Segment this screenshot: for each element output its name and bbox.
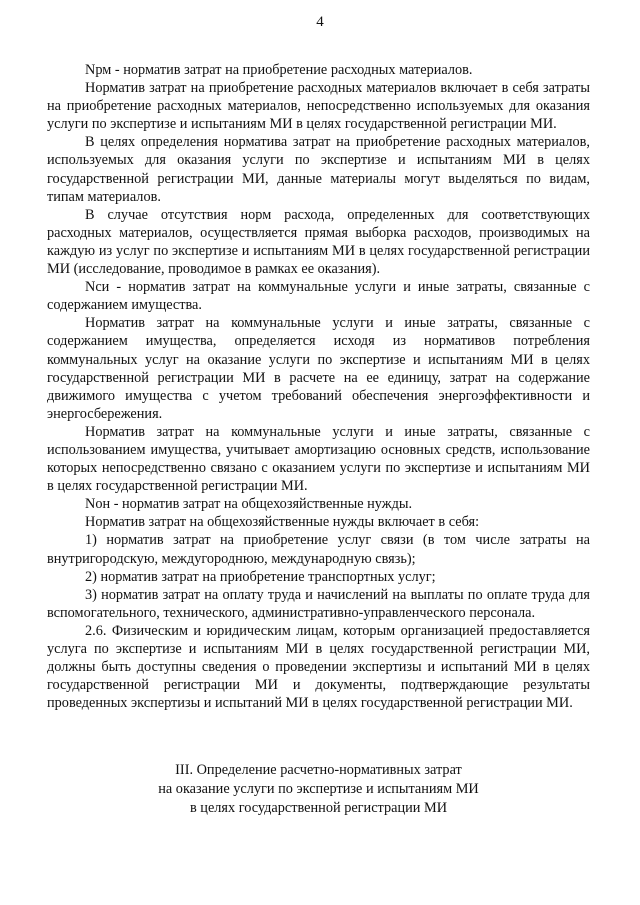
paragraph-materials-norm: Норматив затрат на приобретение расходных материалов включает в себя затраты на приобретение расходных материалов, непосредственно используемых для оказания услуги по экспертизе и испытаниям МИ в целях государственной регистрации МИ. — [47, 80, 590, 133]
section-heading-line-1: III. Определение расчетно-нормативных затрат — [175, 762, 462, 778]
paragraph-materials-types: В целях определения норматива затрат на приобретение расходных материалов, используемых для оказания услуги по экспертизе и испытаниям МИ в целях государственной регистрации МИ, данные материалы могут выделяться по видам, типам материалов. — [47, 134, 590, 205]
page-number: 4 — [316, 14, 324, 30]
section-heading — [47, 761, 590, 818]
section-heading-line-3: в целях государственной регистрации МИ — [189, 800, 448, 816]
paragraph-depreciation: Норматив затрат на коммунальные услуги и иные затраты, связанные с использованием имущества, учитывает амортизацию основных средств, использование которых непосредственно связано с оказанием услуги по экспертизе и испытаниям МИ в целях государственной регистрации МИ. — [47, 423, 590, 495]
list-item-2: 2) норматив затрат на приобретение транспортных услуг; — [85, 568, 436, 585]
document-body — [47, 61, 590, 712]
paragraph-npm-definition: Nрм - норматив затрат на приобретение расходных материалов. — [85, 62, 473, 78]
paragraph-2-6: 2.6. Физическим и юридическим лицам, которым организацией предоставляется услуга по экспертизе и испытаниям МИ в целях государственной регистрации МИ, должны быть доступны сведения о проведении экспертизы и испытаний МИ в целях государственной регистрации МИ и документы, подтверждающие результаты проведенных экспертизы и испытаний МИ в целях государственной регистрации МИ. — [47, 622, 590, 712]
paragraph-non-definition: Nон - норматив затрат на общехозяйственные нужды. — [85, 496, 413, 513]
paragraph-utilities-norm: Норматив затрат на коммунальные услуги и иные затраты, связанные с содержанием имущества, определяется исходя из нормативов потребления коммунальных услуг на оказание услуги по экспертизе и испытаниям МИ в целях государственной регистрации МИ в расчете на ее единицу, затрат на содержание движимого имущества с учетом требований обеспечения энергоэффективности и энергосбережения. — [47, 315, 590, 422]
section-heading-line-2: на оказание услуги по экспертизе и испытаниям МИ — [158, 781, 479, 797]
list-item-1: 1) норматив затрат на приобретение услуг связи (в том числе затраты на внутригородскую, междугороднюю, международную связь); — [47, 532, 590, 567]
paragraph-nsi-definition: Nси - норматив затрат на коммунальные услуги и иные затраты, связанные с содержанием имущества. — [47, 279, 590, 314]
paragraph-general-needs-intro: Норматив затрат на общехозяйственные нужды включает в себя: — [85, 514, 480, 531]
paragraph-no-norms: В случае отсутствия норм расхода, определенных для соответствующих расходных материалов, осуществляется прямая выборка расходов, производимых на каждую из услуг по экспертизе и испытаниям МИ в целях государственной регистрации МИ (исследование, проводимое в рамках ее оказания). — [47, 206, 590, 278]
list-item-3: 3) норматив затрат на оплату труда и начислений на выплаты по оплате труда для вспомогательного, технического, административно-управленческого персонала. — [47, 586, 590, 621]
